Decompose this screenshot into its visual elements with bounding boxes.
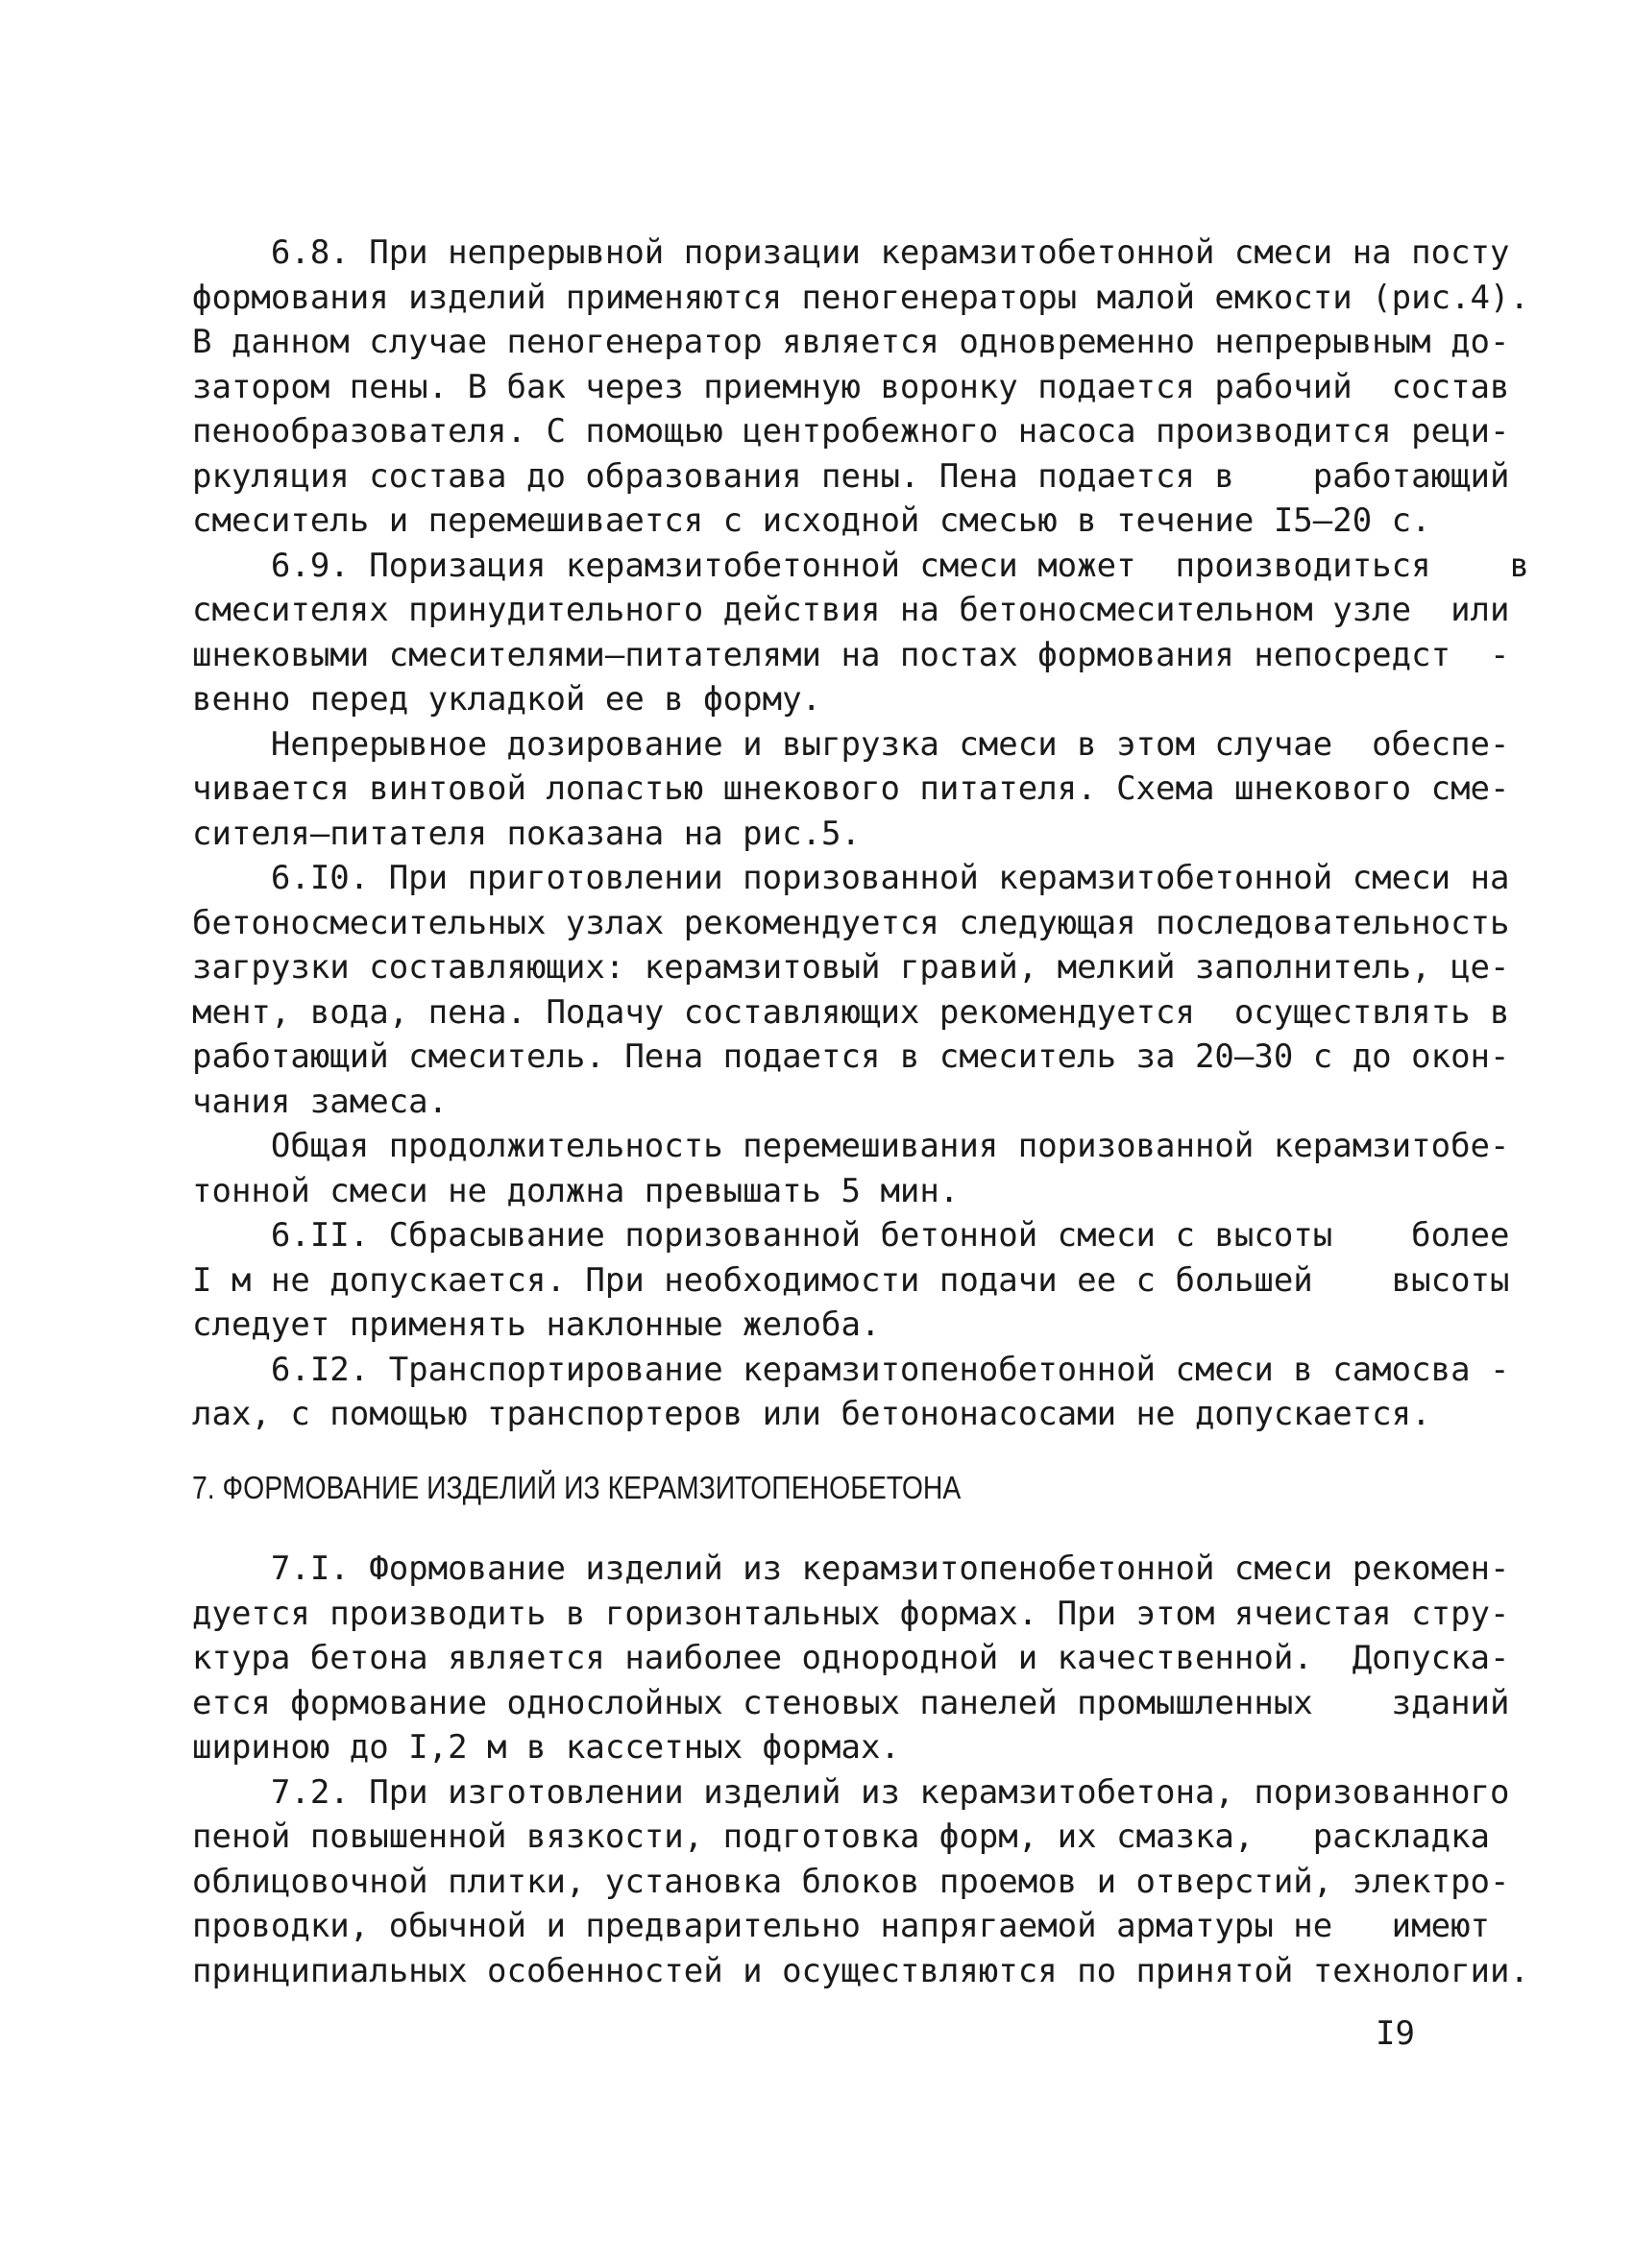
text-line: 7.I. Формование изделий из керамзитопенобетонной смеси рекомен-: [192, 1549, 1510, 1588]
text-line: затором пены. В бак через приемную воронку подается рабочий состав: [192, 367, 1510, 406]
text-line: смесителях принудительного действия на бетоносмесительном узле или: [192, 591, 1510, 629]
text-line: Общая продолжительность перемешивания поризованной керамзитобе-: [192, 1127, 1510, 1165]
section-7-heading: 7. ФОРМОВАНИЕ ИЗДЕЛИЙ ИЗ КЕРАМЗИТОПЕНОБЕТОНА: [192, 1470, 962, 1505]
section-6-body: [192, 231, 1529, 1437]
text-line: I м не допускается. При необходимости подачи ее с большей высоты: [192, 1260, 1510, 1300]
text-line: 6.II. Сбрасывание поризованной бетонной смеси с высоты более: [192, 1216, 1510, 1255]
text-line: 6.I0. При приготовлении поризованной керамзитобетонной смеси на: [192, 859, 1510, 897]
text-line: Непрерывное дозирование и выгрузка смеси в этом случае обеспе-: [192, 724, 1510, 764]
text-line: формования изделий применяются пеногенераторы малой емкости (рис.4).: [192, 278, 1529, 317]
text-line: загрузки составляющих: керамзитовый гравий, мелкий заполнитель, це-: [192, 948, 1510, 987]
text-line: смеситель и перемешивается с исходной смесью в течение I5–20 с.: [192, 501, 1431, 540]
text-line: облицовочной плитки, установка блоков проемов и отверстий, электро-: [192, 1862, 1510, 1901]
text-line: 6.9. Поризация керамзитобетонной смеси может производиться в: [192, 546, 1529, 585]
text-line: 6.8. При непрерывной поризации керамзитобетонной смеси на посту: [192, 233, 1510, 272]
text-line: шириною до I,2 м в кассетных формах.: [192, 1728, 900, 1767]
text-line: венно перед укладкой ее в форму.: [192, 680, 822, 719]
text-line: лах, с помощью транспортеров или бетононасосами не допускается.: [192, 1395, 1431, 1433]
section-7-body: [192, 1547, 1529, 1993]
text-line: ркуляция состава до образования пены. Пена подается в работающий: [192, 456, 1510, 496]
text-line: чивается винтовой лопастью шнекового питателя. Схема шнекового сме-: [192, 769, 1510, 808]
text-line: пеной повышенной вязкости, подготовка форм, их смазка, раскладка: [192, 1817, 1491, 1856]
text-line: В данном случае пеногенератор является одновременно непрерывным до-: [192, 323, 1510, 361]
text-line: ется формование однослойных стеновых панелей промышленных зданий: [192, 1683, 1510, 1722]
text-line: чания замеса.: [192, 1082, 449, 1121]
text-line: ктура бетона является наиболее однородной и качественной. Допуска-: [192, 1639, 1510, 1677]
text-line: принципиальных особенностей и осуществляются по принятой технологии.: [192, 1951, 1529, 1990]
text-line: работающий смеситель. Пена подается в смеситель за 20–30 с до окон-: [192, 1037, 1510, 1076]
text-line: дуется производить в горизонтальных формах. При этом ячеистая стру-: [192, 1594, 1510, 1633]
text-line: тонной смеси не должна превышать 5 мин.: [192, 1171, 960, 1210]
page-number: I9: [1376, 2014, 1415, 2053]
text-line: проводки, обычной и предварительно напрягаемой арматуры не имеют: [192, 1907, 1491, 1945]
text-line: 6.I2. Транспортирование керамзитопенобетонной смеси в самосва -: [192, 1350, 1510, 1389]
text-line: 7.2. При изготовлении изделий из керамзитобетона, поризованного: [192, 1772, 1510, 1812]
text-line: шнековыми смесителями–питателями на постах формования непосредст -: [192, 635, 1510, 674]
text-line: следует применять наклонные желоба.: [192, 1305, 881, 1344]
text-line: пенообразователя. С помощью центробежного насоса производится реци-: [192, 412, 1510, 451]
text-line: мент, вода, пена. Подачу составляющих рекомендуется осуществлять в: [192, 992, 1510, 1032]
text-line: бетоносмесительных узлах рекомендуется следующая последовательность: [192, 903, 1510, 942]
text-line: сителя–питателя показана на рис.5.: [192, 814, 861, 853]
